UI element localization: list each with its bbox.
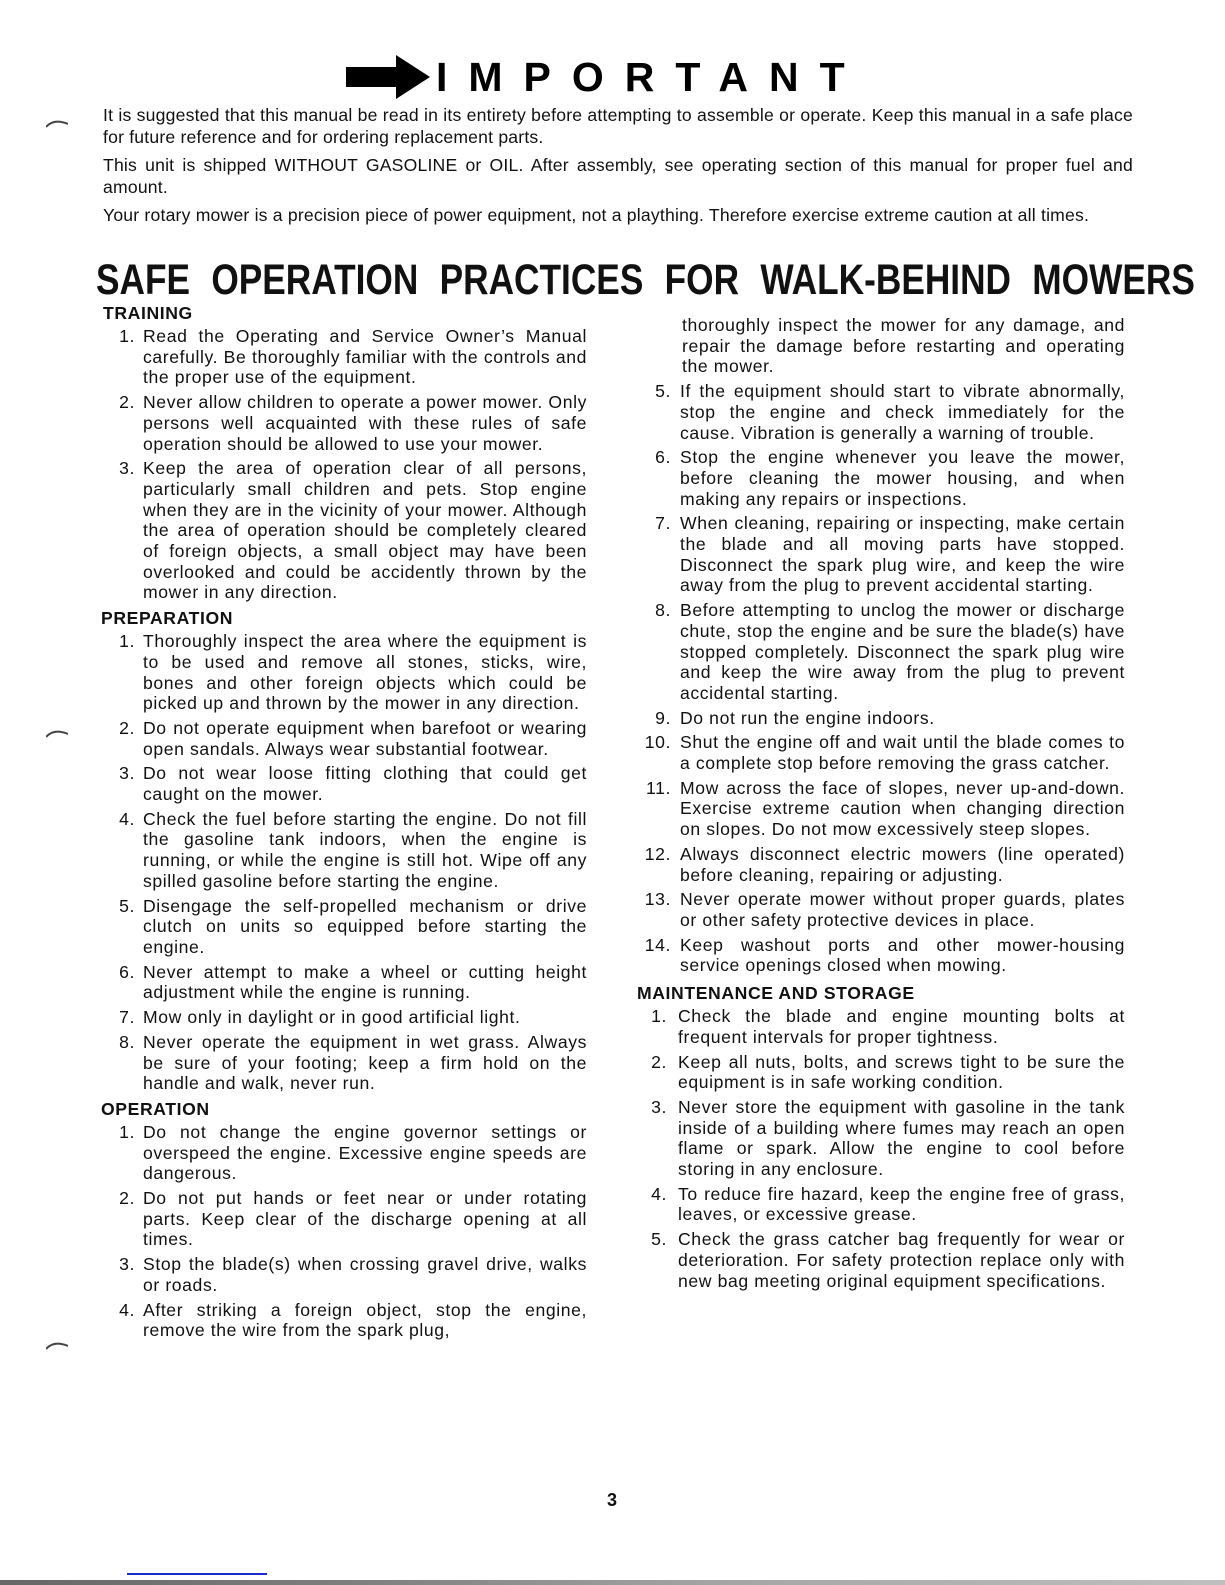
section-heading-operation: OPERATION [101,1098,210,1119]
item-number: 13. [644,889,671,910]
item-number: 2. [119,392,135,413]
list-item [637,732,1125,773]
item-number: 3. [119,1254,135,1275]
item-text: Mow only in daylight or in good artificial light. [143,1007,521,1028]
item-text: Read the Operating and Service Owner’s Manual carefully. Be thoroughly familiar with the controls and the proper use of the equipment. [143,326,587,388]
item-text: Never store the equipment with gasoline in the tank inside of a building where fumes may reach an open flame or spark. Allow the engine to cool before storing in any enclosure. [678,1096,1125,1180]
list-item [637,844,1125,885]
item-text: When cleaning, repairing or inspecting, make certain the blade and all moving parts have stopped. Disconnect the spark plug wire, and keep the wire away from the plug to prevent accidental starting. [680,513,1125,596]
item-text: Do not change the engine governor settings or overspeed the engine. Excessive engine speeds are dangerous. [143,1121,587,1184]
binder-mark-icon [46,728,68,738]
item-number: 2. [119,1188,135,1209]
item-number: 7. [119,1007,135,1028]
list-item [101,1188,587,1250]
item-text: Never operate the equipment in wet grass. Always be sure of your footing; keep a firm hold on the handle and walk, never run. [143,1031,587,1094]
list-item [637,1229,1125,1291]
item-text: Never attempt to make a wheel or cutting height adjustment while the engine is running. [143,961,587,1003]
intro-text [103,104,1133,232]
section-heading-training: TRAINING [103,303,193,323]
list-item [637,1052,1125,1093]
item-number: 5. [655,381,671,402]
footer-link-underline [127,1573,267,1575]
list-item [101,718,587,759]
preparation-list [101,631,587,1094]
list-item [101,1300,587,1341]
item-number: 1. [119,1121,135,1142]
item-text: If the equipment should start to vibrate abnormally, stop the engine and check immediately for the cause. Vibration is generally a warning of trouble. [680,381,1125,443]
item-text: Shut the engine off and wait until the blade comes to a complete stop before removing the grass catcher. [680,732,1125,774]
item-text: Never operate mower without proper guards, plates or other safety protective devices in place. [680,889,1125,930]
item-number: 3. [651,1096,667,1117]
item-number: 3. [119,458,135,479]
item-text: Mow across the face of slopes, never up-and-down. Exercise extreme caution when changing direction on slopes. Do not mow excessively steep slopes. [680,777,1125,840]
list-item [101,392,587,454]
item-number: 1. [651,1006,667,1027]
list-item [637,513,1125,596]
list-item [101,962,587,1003]
right-column [637,315,1125,1295]
item-text: Thoroughly inspect the area where the equipment is to be used and remove all stones, sticks, wire, bones and other foreign objects which could be picked up and thrown by the mower in any direction. [143,631,587,714]
intro-paragraph: Your rotary mower is a precision piece of power equipment, not a plaything. Therefore exercise extreme caution at all times. [103,205,1090,225]
item-number: 4. [119,1299,135,1320]
list-item [637,708,1125,729]
list-item [101,763,587,804]
item-number: 8. [119,1031,135,1052]
list-item [637,778,1125,840]
item-number: 2. [119,717,135,738]
list-item [101,809,587,892]
section-heading-maintenance: MAINTENANCE AND STORAGE [637,983,915,1004]
item-text: Check the grass catcher bag frequently for wear or deterioration. For safety protection replace only with new bag meeting original equipment specifications. [678,1229,1125,1291]
item-text: Before attempting to unclog the mower or discharge chute, stop the engine and be sure the blade(s) have stopped completely. Disconnect the spark plug wire and keep the wire away from the plug to prevent accidental starting. [680,600,1125,703]
list-item [101,896,587,958]
list-item [637,1006,1125,1047]
training-list [101,326,587,603]
item-number: 3. [119,763,135,784]
list-item [101,1007,587,1028]
item-text: Disengage the self-propelled mechanism or drive clutch on units so equipped before starting the engine. [143,895,587,957]
intro-paragraph: This unit is shipped WITHOUT GASOLINE or OIL. After assembly, see operating section of this manual for proper fuel and amount. [103,155,1133,197]
list-item [101,1122,587,1184]
important-title: IMPORTANT [436,54,866,100]
item-text: Check the blade and engine mounting bolts at frequent intervals for proper tightness. [678,1006,1125,1047]
item-text: After striking a foreign object, stop the engine, remove the wire from the spark plug, [143,1299,587,1341]
list-item [101,326,587,388]
item-text: Do not put hands or feet near or under rotating parts. Keep clear of the discharge opening at all times. [143,1188,587,1250]
operation-item-4-continuation: thoroughly inspect the mower for any damage, and repair the damage before restarting and operating the mower. [682,315,1125,377]
item-number: 5. [651,1229,667,1250]
item-number: 12. [644,843,671,864]
list-item [637,889,1125,930]
item-number: 5. [119,895,135,916]
list-item [101,1032,587,1094]
item-number: 7. [655,513,671,534]
item-text: Do not wear loose fitting clothing that could get caught on the mower. [143,763,587,805]
item-text: Stop the engine whenever you leave the mower, before cleaning the mower housing, and when making any repairs or inspections. [680,447,1125,509]
item-text: Do not operate equipment when barefoot or wearing open sandals. Always wear substantial footwear. [143,717,587,759]
item-number: 1. [119,326,135,346]
footer-scan-edge [0,1580,1225,1585]
item-text: Do not run the engine indoors. [680,707,935,728]
right-arrow-icon [346,55,430,99]
item-number: 11. [646,777,671,798]
intro-paragraph: It is suggested that this manual be read in its entirety before attempting to assemble or operate. Keep this manual in a safe place for future reference and for ordering replacement parts. [103,105,1133,147]
list-item [637,381,1125,443]
operation-list-continued [637,381,1125,976]
item-number: 9. [655,707,671,728]
maintenance-list [637,1006,1125,1291]
main-title: SAFE OPERATION PRACTICES FOR WALK-BEHIND MOWERS [96,256,1195,304]
item-number: 4. [651,1183,667,1204]
page-number: 3 [607,1490,618,1510]
list-item [101,631,587,714]
item-text: Keep the area of operation clear of all persons, particularly small children and pets. Stop engine when they are in the vicinity of your mower. Although the area of operation should be completely cleared of foreign objects, a small object may have been overlooked and could be accidently thrown by the mower in any direction. [143,458,587,603]
operation-list [101,1122,587,1341]
item-number: 2. [651,1051,667,1072]
item-number: 4. [119,808,135,829]
item-number: 6. [655,447,671,468]
binder-mark-icon [46,118,68,128]
binder-mark-icon [46,1340,68,1350]
important-header [346,55,866,99]
section-heading-preparation: PREPARATION [101,608,234,629]
item-text: Never allow children to operate a power mower. Only persons well acquainted with these rules of safe operation should be allowed to use your mower. [143,392,587,454]
item-number: 8. [655,600,671,621]
list-item [637,1184,1125,1225]
item-number: 14. [644,934,671,955]
item-text: To reduce fire hazard, keep the engine free of grass, leaves, or excessive grease. [678,1183,1125,1225]
item-text: Keep all nuts, bolts, and screws tight to be sure the equipment is in safe working condition. [678,1051,1125,1093]
item-text: Stop the blade(s) when crossing gravel drive, walks or roads. [143,1254,587,1295]
item-number: 6. [119,961,135,982]
item-number: 10. [644,732,671,753]
item-text: Keep washout ports and other mower-housing service openings closed when mowing. [680,934,1125,976]
list-item [101,458,587,603]
list-item [637,1097,1125,1180]
list-item [637,447,1125,509]
list-item [637,935,1125,976]
item-text: Always disconnect electric mowers (line operated) before cleaning, repairing or adjusting. [680,843,1125,885]
left-column [101,302,587,1345]
list-item [101,1254,587,1295]
item-text: Check the fuel before starting the engine. Do not fill the gasoline tank indoors, when the engine is running, or while the engine is still hot. Wipe off any spilled gasoline before starting the engine. [143,808,587,891]
item-number: 1. [119,631,135,652]
list-item [637,600,1125,704]
